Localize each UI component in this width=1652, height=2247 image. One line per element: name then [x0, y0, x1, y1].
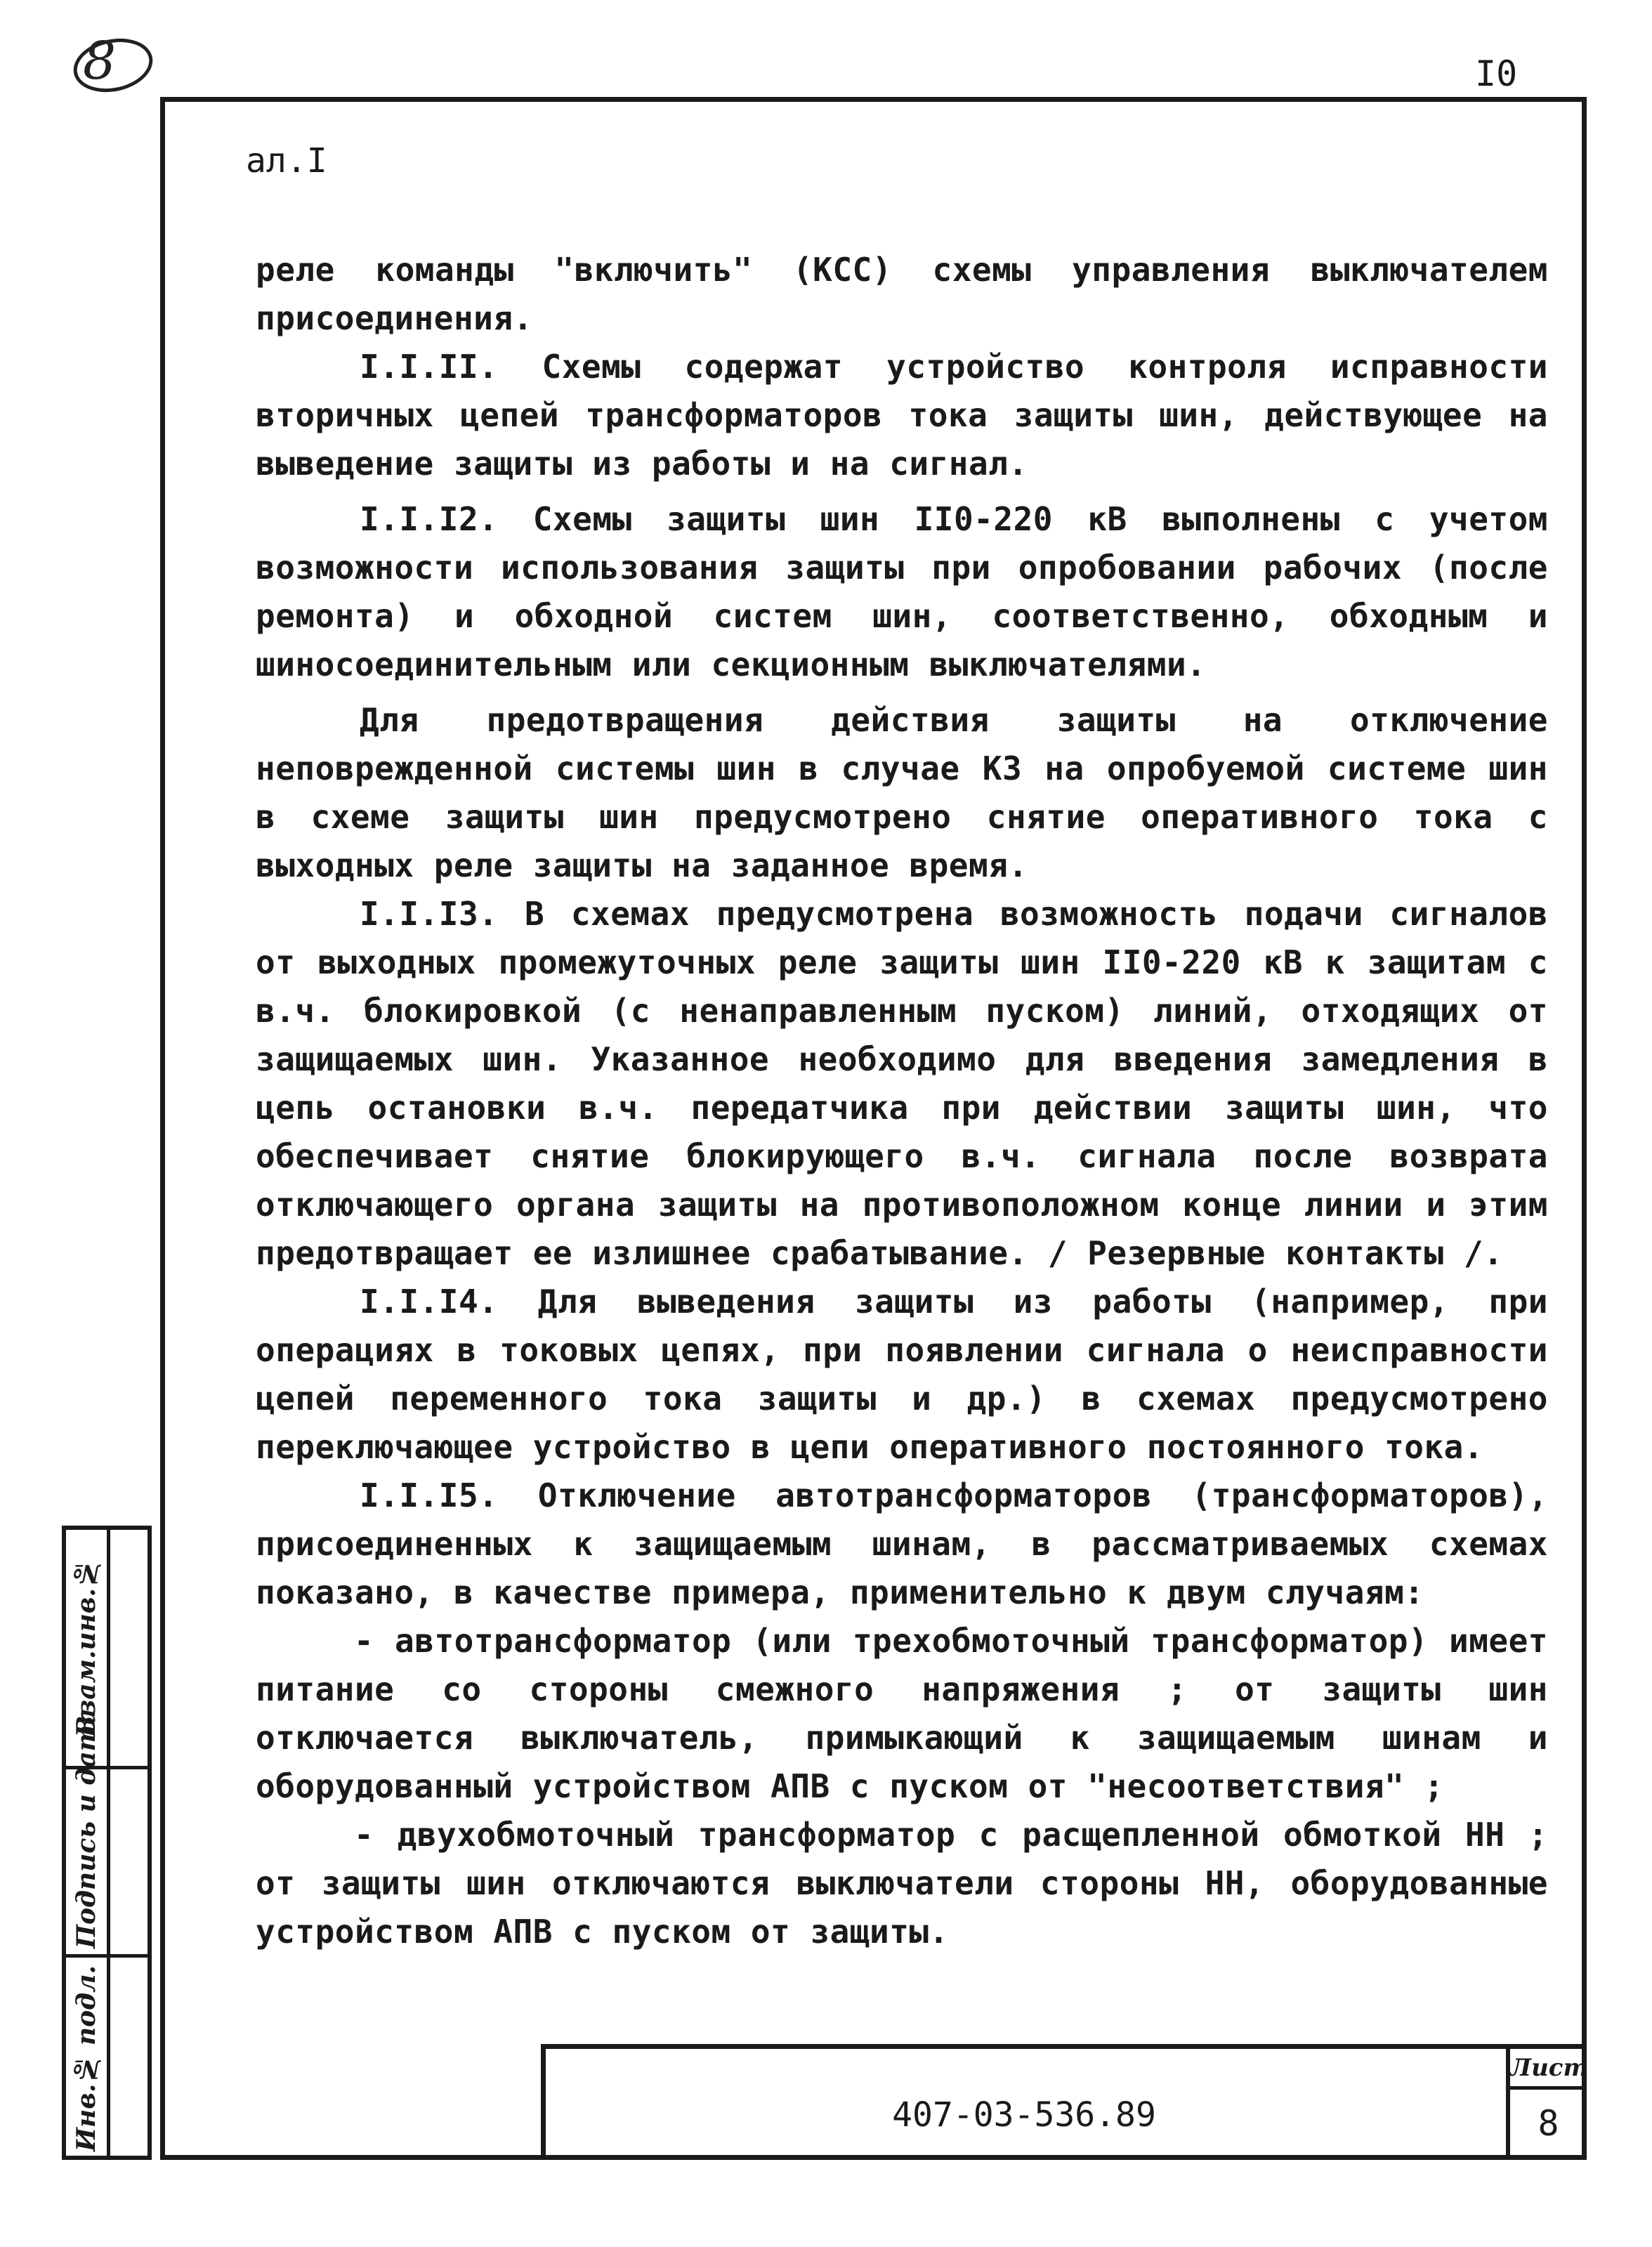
sheet-number: 8 [1538, 2103, 1559, 2144]
page-number-top: I0 [1475, 53, 1518, 94]
sheet-label: Лист [1510, 2049, 1587, 2090]
document-code: 407-03-536.89 [892, 2095, 1156, 2135]
paragraph: реле команды "включить" (КСС) схемы управления выключателем присоединения. [256, 251, 1548, 337]
corner-circled-number: 8 [83, 31, 117, 91]
paragraph: I.I.I3. В схемах предусмотрена возможность подачи сигналов от выходных промежуточных реле защиты шин II0-220 кВ к защитам с в.ч. блокировкой (с ненаправленным пуском) линий, отходящих от защищаемых шин. Указанное необходимо для введения замедления в цепь остановки в.ч. передатчика при действии защиты шин, что обеспечивает снятие блокирующего в.ч. сигнала после возврата отключающего органа защиты на противоположном конце линии и этим предотвращает ее излишнее срабатывание. / Резервные контакты /. [256, 895, 1548, 1272]
paragraph: - автотрансформатор (или трехобмоточный трансформатор) имеет питание со стороны смежного напряжения ; от защиты шин отключается выключатель, примыкающий к защищаемым шинам и оборудованный устройством АПВ с пуском от "несоответствия" ; [256, 1622, 1548, 1805]
paragraph: Для предотвращения действия защиты на отключение неповрежденной системы шин в случае КЗ на опробуемой системе шин в схеме защиты шин предусмотрено снятие оперативного тока с выходных реле защиты на заданное время. [256, 701, 1548, 884]
sheet-cell [1506, 2049, 1587, 2160]
paragraph: I.I.I5. Отключение автотрансформаторов (трансформаторов), присоединенных к защищаемым шинам, в рассматриваемых схемах показано, в качестве примера, применительно к двум случаям: [256, 1476, 1548, 1611]
document-body [256, 246, 1548, 1956]
side-label-replacement: Взам.инв.№ [72, 1558, 101, 1738]
side-stamp [62, 1526, 152, 2160]
side-label-signature-date: Подпись и дата [72, 1708, 101, 1948]
paragraph: I.I.II. Схемы содержат устройство контроля исправности вторичных цепей трансформаторов тока защиты шин, действующее на выведение защиты из работы и на сигнал. [256, 348, 1548, 483]
side-stamp-divider [107, 1530, 110, 2156]
album-label: ал.I [246, 141, 327, 181]
title-block [541, 2044, 1587, 2160]
side-stamp-divider [66, 1954, 148, 1958]
side-label-inventory: Инв.№ подл. [72, 1965, 101, 2151]
paragraph: - двухобмоточный трансформатор с расщепленной обмоткой НН ; от защиты шин отключаются выключатели стороны НН, оборудованные устройством АПВ с пуском от защиты. [256, 1816, 1548, 1951]
paragraph: I.I.I2. Схемы защиты шин II0-220 кВ выполнены с учетом возможности использования защиты при опробовании рабочих (после ремонта) и обходной систем шин, соответственно, обходным и шиносоединительным или секционным выключателями. [256, 500, 1548, 683]
paragraph: I.I.I4. Для выведения защиты из работы (например, при операциях в токовых цепях, при появлении сигнала о неисправности цепей переменного тока защиты и др.) в схемах предусмотрено переключающее устройство в цепи оперативного постоянного тока. [256, 1283, 1548, 1466]
